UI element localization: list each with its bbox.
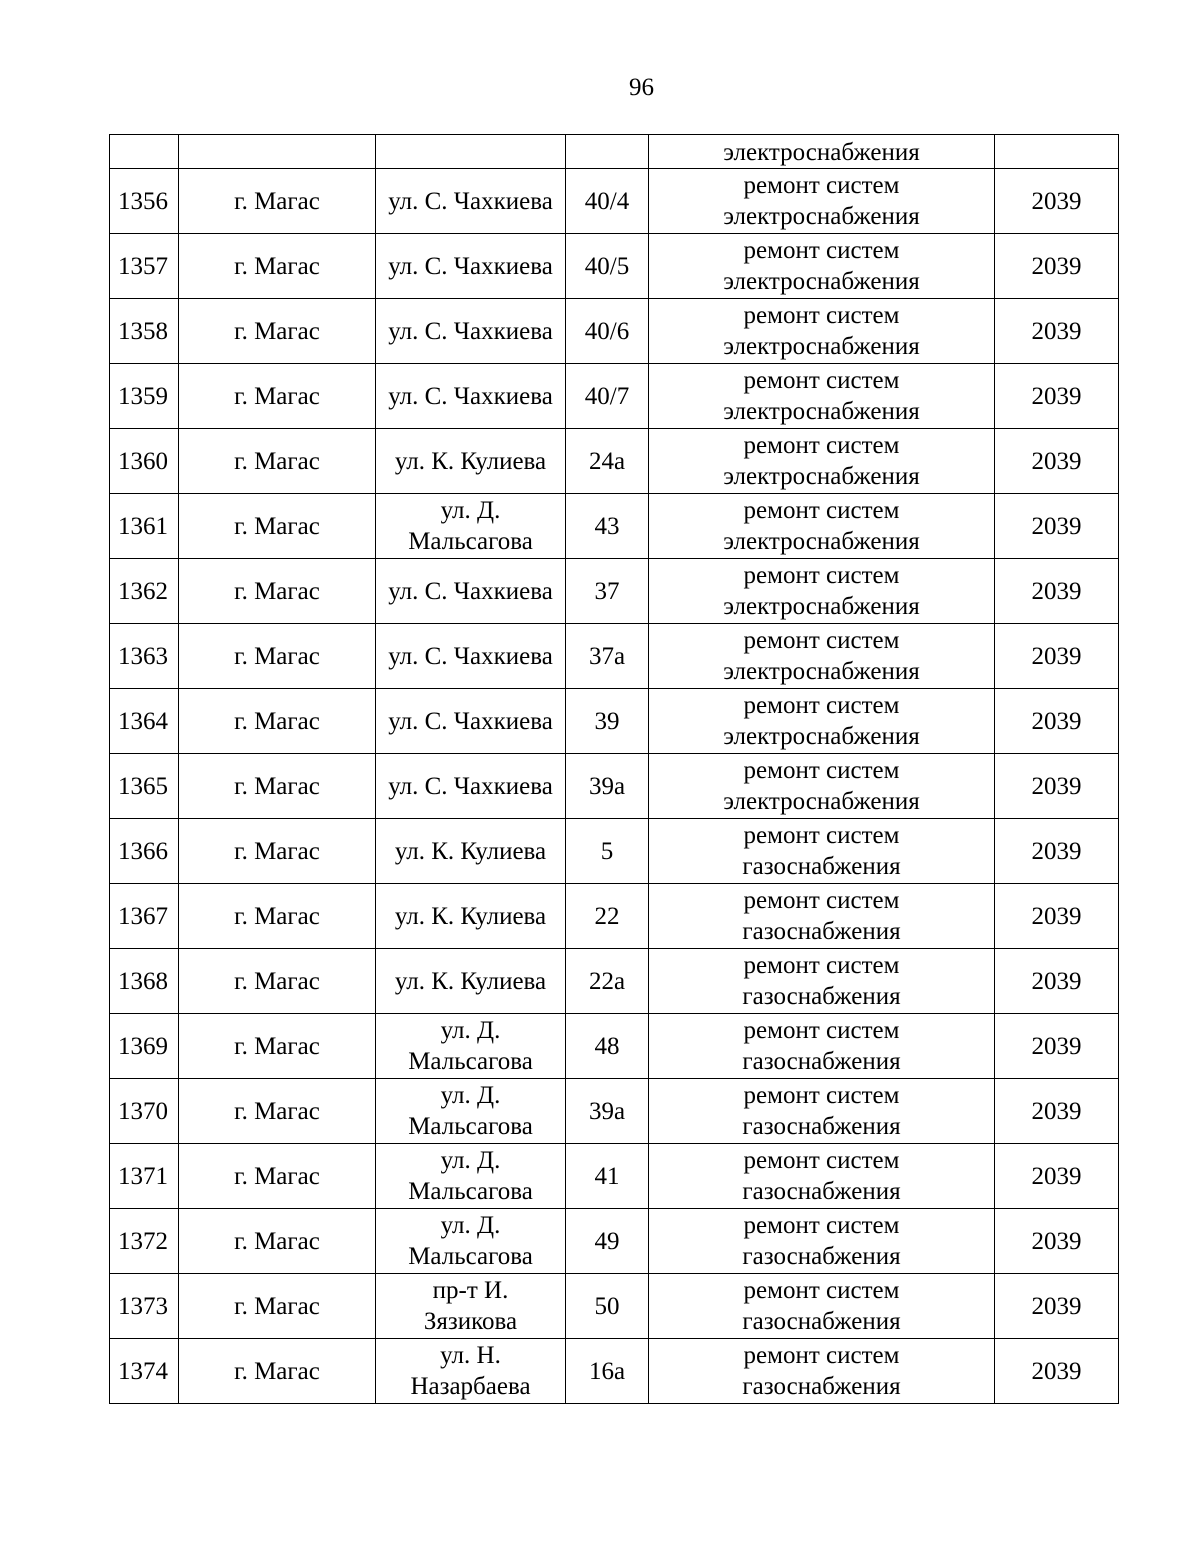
work-line: ремонт систем bbox=[743, 432, 900, 459]
work-line: электроснабжения bbox=[723, 139, 920, 166]
cell-house bbox=[566, 135, 649, 169]
cell-street bbox=[376, 135, 566, 169]
work-line: ремонт систем bbox=[743, 1342, 900, 1369]
table-row bbox=[110, 364, 1119, 429]
work-line: ремонт систем bbox=[743, 1277, 900, 1304]
work-line: ремонт систем bbox=[743, 757, 900, 784]
cell-year: 2039 bbox=[995, 884, 1119, 949]
cell-work bbox=[649, 689, 995, 754]
cell-street bbox=[376, 1209, 566, 1274]
street-line: Мальсагова bbox=[408, 1243, 533, 1270]
registry-body bbox=[110, 135, 1119, 1404]
cell-work bbox=[649, 494, 995, 559]
cell-num: 1359 bbox=[110, 364, 179, 429]
street-line: ул. С. Чахкиева bbox=[388, 252, 553, 280]
street-line: Зязикова bbox=[423, 1308, 518, 1335]
cell-year: 2039 bbox=[995, 1274, 1119, 1339]
work-line: электроснабжения bbox=[723, 593, 920, 620]
cell-num: 1358 bbox=[110, 299, 179, 364]
street-line: ул. С. Чахкиева bbox=[388, 577, 553, 605]
cell-street bbox=[376, 1014, 566, 1079]
cell-year: 2039 bbox=[995, 1079, 1119, 1144]
cell-house: 5 bbox=[566, 819, 649, 884]
cell-city: г. Магас bbox=[179, 494, 376, 559]
work-line: ремонт систем bbox=[743, 497, 900, 524]
cell-street bbox=[376, 429, 566, 494]
street-line: Мальсагова bbox=[408, 1178, 533, 1205]
work-line: электроснабжения bbox=[723, 463, 920, 490]
cell-house: 41 bbox=[566, 1144, 649, 1209]
table-row bbox=[110, 1274, 1119, 1339]
cell-work bbox=[649, 754, 995, 819]
cell-city: г. Магас bbox=[179, 1274, 376, 1339]
cell-house: 40/7 bbox=[566, 364, 649, 429]
cell-work bbox=[649, 949, 995, 1014]
cell-num: 1366 bbox=[110, 819, 179, 884]
cell-street bbox=[376, 1144, 566, 1209]
cell-year: 2039 bbox=[995, 1014, 1119, 1079]
street-line: ул. С. Чахкиева bbox=[388, 382, 553, 410]
cell-num: 1360 bbox=[110, 429, 179, 494]
cell-house: 49 bbox=[566, 1209, 649, 1274]
cell-year: 2039 bbox=[995, 429, 1119, 494]
work-line: электроснабжения bbox=[723, 788, 920, 815]
work-line: электроснабжения bbox=[723, 203, 920, 230]
cell-city: г. Магас bbox=[179, 1014, 376, 1079]
cell-city: г. Магас bbox=[179, 624, 376, 689]
cell-house: 22 bbox=[566, 884, 649, 949]
work-line: газоснабжения bbox=[742, 1113, 901, 1140]
street-line: ул. К. Кулиева bbox=[394, 447, 547, 475]
cell-num: 1369 bbox=[110, 1014, 179, 1079]
street-line: ул. С. Чахкиева bbox=[388, 642, 553, 670]
street-line: ул. Д. bbox=[440, 1082, 501, 1109]
cell-street bbox=[376, 949, 566, 1014]
cell-city: г. Магас bbox=[179, 1079, 376, 1144]
street-line: Мальсагова bbox=[408, 1048, 533, 1075]
cell-street bbox=[376, 169, 566, 234]
cell-year: 2039 bbox=[995, 754, 1119, 819]
cell-city: г. Магас bbox=[179, 429, 376, 494]
work-line: газоснабжения bbox=[742, 1308, 901, 1335]
cell-work bbox=[649, 169, 995, 234]
cell-house: 40/6 bbox=[566, 299, 649, 364]
cell-year: 2039 bbox=[995, 169, 1119, 234]
cell-street bbox=[376, 884, 566, 949]
cell-house: 39а bbox=[566, 1079, 649, 1144]
cell-work bbox=[649, 1339, 995, 1404]
cell-house: 40/5 bbox=[566, 234, 649, 299]
cell-num: 1362 bbox=[110, 559, 179, 624]
cell-city: г. Магас bbox=[179, 169, 376, 234]
table-row bbox=[110, 559, 1119, 624]
cell-street bbox=[376, 624, 566, 689]
street-line: Мальсагова bbox=[408, 528, 533, 555]
cell-work bbox=[649, 234, 995, 299]
cell-house: 39а bbox=[566, 754, 649, 819]
street-line: ул. К. Кулиева bbox=[394, 967, 547, 995]
cell-city: г. Магас bbox=[179, 884, 376, 949]
cell-year: 2039 bbox=[995, 1339, 1119, 1404]
cell-street bbox=[376, 234, 566, 299]
cell-street bbox=[376, 1274, 566, 1339]
cell-num: 1363 bbox=[110, 624, 179, 689]
cell-year: 2039 bbox=[995, 624, 1119, 689]
work-line: электроснабжения bbox=[723, 658, 920, 685]
cell-street bbox=[376, 1339, 566, 1404]
cell-house: 22а bbox=[566, 949, 649, 1014]
cell-work bbox=[649, 1014, 995, 1079]
table-row bbox=[110, 299, 1119, 364]
cell-num: 1367 bbox=[110, 884, 179, 949]
street-line: ул. К. Кулиева bbox=[394, 837, 547, 865]
cell-work bbox=[649, 135, 995, 169]
work-line: газоснабжения bbox=[742, 1243, 901, 1270]
cell-city: г. Магас bbox=[179, 1209, 376, 1274]
cell-work bbox=[649, 364, 995, 429]
cell-city: г. Магас bbox=[179, 1144, 376, 1209]
work-line: газоснабжения bbox=[742, 983, 901, 1010]
cell-city: г. Магас bbox=[179, 299, 376, 364]
work-line: ремонт систем bbox=[743, 172, 900, 199]
work-line: газоснабжения bbox=[742, 1048, 901, 1075]
cell-num: 1364 bbox=[110, 689, 179, 754]
work-line: ремонт систем bbox=[743, 367, 900, 394]
table-row bbox=[110, 1339, 1119, 1404]
cell-num: 1370 bbox=[110, 1079, 179, 1144]
cell-house: 43 bbox=[566, 494, 649, 559]
continuation-row bbox=[110, 135, 1119, 169]
cell-work bbox=[649, 559, 995, 624]
cell-street bbox=[376, 494, 566, 559]
street-line: ул. Д. bbox=[440, 497, 501, 524]
table-row bbox=[110, 624, 1119, 689]
table-row bbox=[110, 169, 1119, 234]
work-line: ремонт систем bbox=[743, 952, 900, 979]
street-line: ул. С. Чахкиева bbox=[388, 707, 553, 735]
work-line: ремонт систем bbox=[743, 302, 900, 329]
work-line: ремонт систем bbox=[743, 237, 900, 264]
street-line: ул. Д. bbox=[440, 1147, 501, 1174]
work-line: электроснабжения bbox=[723, 723, 920, 750]
cell-year bbox=[995, 135, 1119, 169]
work-line: газоснабжения bbox=[742, 1178, 901, 1205]
cell-work bbox=[649, 1144, 995, 1209]
table-row bbox=[110, 429, 1119, 494]
work-line: ремонт систем bbox=[743, 562, 900, 589]
table-row bbox=[110, 819, 1119, 884]
table-row bbox=[110, 1014, 1119, 1079]
cell-num: 1373 bbox=[110, 1274, 179, 1339]
cell-work bbox=[649, 624, 995, 689]
cell-num: 1365 bbox=[110, 754, 179, 819]
table-row bbox=[110, 949, 1119, 1014]
table-row bbox=[110, 754, 1119, 819]
work-line: ремонт систем bbox=[743, 1212, 900, 1239]
cell-year: 2039 bbox=[995, 494, 1119, 559]
street-line: ул. Д. bbox=[440, 1212, 501, 1239]
cell-house: 48 bbox=[566, 1014, 649, 1079]
table-row bbox=[110, 1144, 1119, 1209]
table-row bbox=[110, 494, 1119, 559]
work-line: электроснабжения bbox=[723, 398, 920, 425]
cell-num: 1368 bbox=[110, 949, 179, 1014]
cell-city: г. Магас bbox=[179, 234, 376, 299]
work-line: газоснабжения bbox=[742, 853, 901, 880]
cell-house: 37а bbox=[566, 624, 649, 689]
cell-year: 2039 bbox=[995, 1209, 1119, 1274]
street-line: ул. С. Чахкиева bbox=[388, 187, 553, 215]
cell-num: 1357 bbox=[110, 234, 179, 299]
street-line: ул. С. Чахкиева bbox=[388, 317, 553, 345]
street-line: ул. К. Кулиева bbox=[394, 902, 547, 930]
street-line: Назарбаева bbox=[410, 1373, 531, 1400]
street-line: ул. С. Чахкиева bbox=[388, 772, 553, 800]
cell-house: 37 bbox=[566, 559, 649, 624]
cell-city: г. Магас bbox=[179, 559, 376, 624]
cell-house: 16а bbox=[566, 1339, 649, 1404]
cell-year: 2039 bbox=[995, 299, 1119, 364]
table-row bbox=[110, 234, 1119, 299]
page-number: 96 bbox=[629, 74, 654, 101]
cell-house: 39 bbox=[566, 689, 649, 754]
cell-street bbox=[376, 754, 566, 819]
cell-work bbox=[649, 884, 995, 949]
cell-work bbox=[649, 1079, 995, 1144]
cell-year: 2039 bbox=[995, 364, 1119, 429]
work-line: ремонт систем bbox=[743, 692, 900, 719]
cell-city: г. Магас bbox=[179, 754, 376, 819]
work-line: ремонт систем bbox=[743, 627, 900, 654]
cell-city: г. Магас bbox=[179, 689, 376, 754]
cell-street bbox=[376, 364, 566, 429]
cell-city: г. Магас bbox=[179, 364, 376, 429]
cell-num: 1356 bbox=[110, 169, 179, 234]
cell-work bbox=[649, 1209, 995, 1274]
work-line: газоснабжения bbox=[742, 1373, 901, 1400]
cell-num bbox=[110, 135, 179, 169]
cell-street bbox=[376, 819, 566, 884]
street-line: пр-т И. bbox=[432, 1277, 509, 1304]
table-row bbox=[110, 1079, 1119, 1144]
cell-street bbox=[376, 559, 566, 624]
work-line: электроснабжения bbox=[723, 268, 920, 295]
cell-house: 50 bbox=[566, 1274, 649, 1339]
cell-street bbox=[376, 689, 566, 754]
cell-num: 1374 bbox=[110, 1339, 179, 1404]
work-line: электроснабжения bbox=[723, 528, 920, 555]
street-line: Мальсагова bbox=[408, 1113, 533, 1140]
cell-num: 1361 bbox=[110, 494, 179, 559]
cell-year: 2039 bbox=[995, 1144, 1119, 1209]
cell-year: 2039 bbox=[995, 819, 1119, 884]
work-line: ремонт систем bbox=[743, 1017, 900, 1044]
cell-city: г. Магас bbox=[179, 1339, 376, 1404]
cell-city: г. Магас bbox=[179, 949, 376, 1014]
cell-house: 24а bbox=[566, 429, 649, 494]
work-line: ремонт систем bbox=[743, 1147, 900, 1174]
cell-street bbox=[376, 1079, 566, 1144]
street-line: ул. Н. bbox=[440, 1342, 501, 1369]
cell-year: 2039 bbox=[995, 949, 1119, 1014]
work-line: электроснабжения bbox=[723, 333, 920, 360]
cell-city: г. Магас bbox=[179, 819, 376, 884]
cell-work bbox=[649, 299, 995, 364]
cell-house: 40/4 bbox=[566, 169, 649, 234]
cell-work bbox=[649, 429, 995, 494]
table-row bbox=[110, 689, 1119, 754]
table-row bbox=[110, 884, 1119, 949]
work-line: ремонт систем bbox=[743, 887, 900, 914]
cell-work bbox=[649, 1274, 995, 1339]
work-line: ремонт систем bbox=[743, 1082, 900, 1109]
street-line: ул. Д. bbox=[440, 1017, 501, 1044]
work-line: газоснабжения bbox=[742, 918, 901, 945]
cell-num: 1372 bbox=[110, 1209, 179, 1274]
cell-year: 2039 bbox=[995, 689, 1119, 754]
cell-city bbox=[179, 135, 376, 169]
cell-year: 2039 bbox=[995, 234, 1119, 299]
table-row bbox=[110, 1209, 1119, 1274]
work-line: ремонт систем bbox=[743, 822, 900, 849]
cell-work bbox=[649, 819, 995, 884]
cell-year: 2039 bbox=[995, 559, 1119, 624]
cell-num: 1371 bbox=[110, 1144, 179, 1209]
registry-table bbox=[109, 134, 1119, 1404]
cell-street bbox=[376, 299, 566, 364]
